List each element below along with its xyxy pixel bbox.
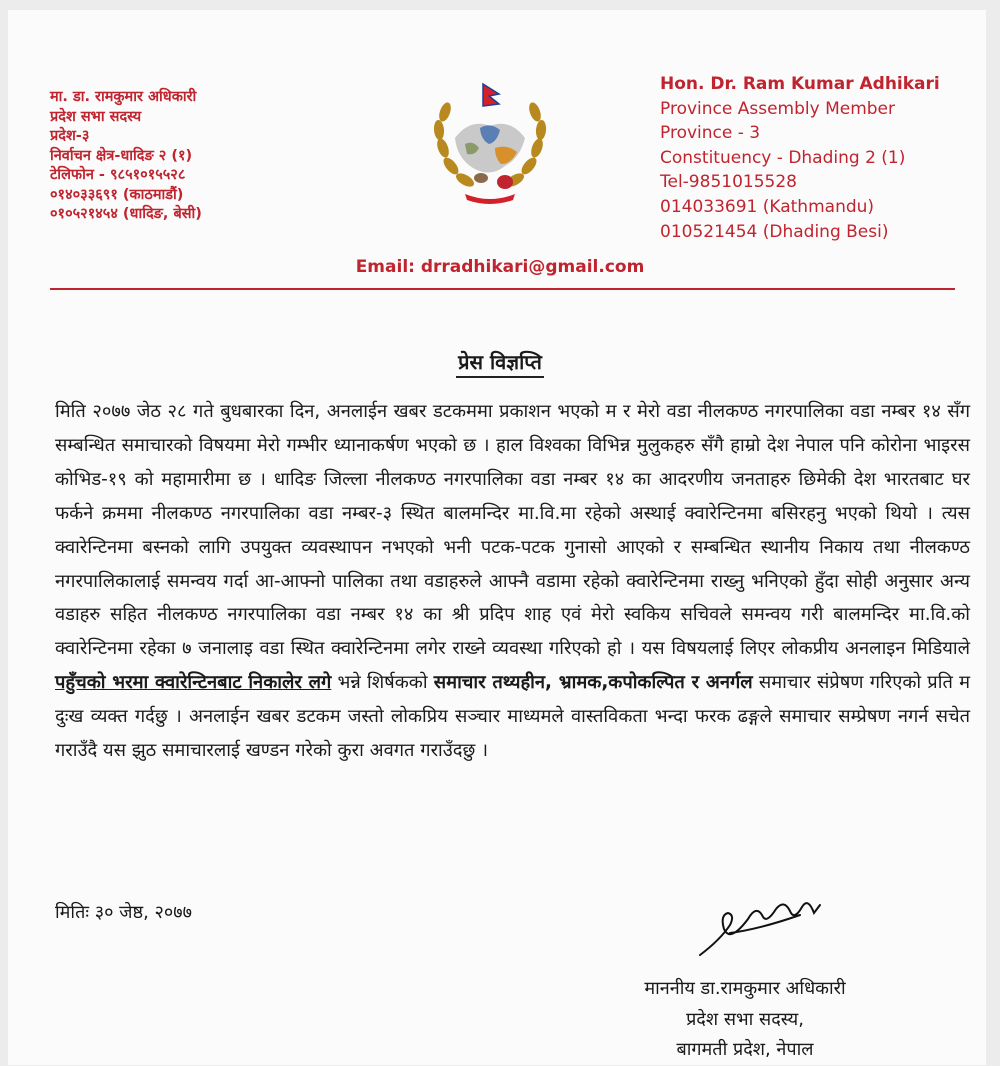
lh-en-province: Province - 3 [660,123,761,144]
date-line: मितिः ३० जेष्ठ, २०७७ [55,902,192,923]
letterhead-divider [50,288,955,290]
body-part1: मिति २०७७ जेठ २८ गते बुधबारका दिन, अनलाईन खबर डटकममा प्रकाशन भएको म र मेरो वडा नीलकण्ठ नगरपालिका वडा नम्बर १४ सँग सम्बन्धित समाचारको विषयमा मेरो गम्भीर ध्यानाकर्षण भएको छ । हाल विश्वका विभिन्न मुलुकहरु सँगै हाम्रो देश नेपाल पनि कोरोना भाइरस कोभिड-१९ को महामारीमा छ । धादिङ जिल्ला नीलकण्ठ नगरपालिका वडा नम्बर १४ का आदरणीय जनताहरु छिमेकी देश भारतबाट घर फर्कने क्रममा नीलकण्ठ नगरपालिका वडा नम्बर-३ स्थित बालमन्दिर मा.वि.मा रहेको अस्थाई क्वारेन्टिनमा बसिरहनु भएको थियो । त्यस क्वारेन्टिनमा बस्नको लागि उपयुक्त व्यवस्थापन नभएको भनी पटक-पटक गुनासो आएको र सम्बन्धित स्थानीय निकाय तथा नीलकण्ठ नगरपालिकालाई समन्वय गर्दा आ-आफ्नो पालिका तथा वडाहरुले आफ्नै वडामा रहेको क्वारेन्टिनमा राख्नु भनिएको हुँदा सोही अनुसार अन्य वडाहरु सहित नीलकण्ठ नगरपालिका वडा नम्बर १४ का श्री प्रदिप शाह एवं मेरो स्वकिय सचिवले समन्वय गरी बालमन्दिर मा.वि.को क्वारेन्टिनमा रहेका ७ जनालाइ वडा स्थित क्वारेन्टिनमा लगेर राख्ने व्यवस्था गरिएको हो । यस विषयलाई लिएर लोकप्रीय अनलाइन मिडियाले [55,401,970,660]
press-release-body [55,395,970,768]
bold-phrase: समाचार तथ्यहीन, भ्रामक,कपोकल्पित र अनर्गल [433,672,753,694]
lh-np-province: प्रदेश-३ [50,128,90,144]
lh-np-phone-dhading: ०१०५२१४५४ (धादिङ, बेसी) [50,206,202,222]
lh-np-title: प्रदेश सभा सदस्य [50,108,142,125]
document-title: प्रेस विज्ञप्ति [456,350,544,378]
signatory-location: बागमती प्रदेश, नेपाल [676,1039,814,1060]
lh-np-phone: टेलिफोन - ९८५१०१५५२८ [50,167,186,183]
lh-en-name: Hon. Dr. Ram Kumar Adhikari [660,74,940,94]
document-title-wrap [0,348,1000,375]
body-part2: भन्ने शिर्षकको [337,672,428,694]
letterhead-english [660,72,990,244]
lh-en-title: Province Assembly Member [660,98,896,119]
nepal-emblem-icon [425,78,555,210]
headline-quote: पहुँचको भरमा क्वारेन्टिनबाट निकालेर लगे [55,672,332,694]
lh-en-phone-dhading: 010521454 (Dhading Besi) [660,221,889,242]
body-part3: समाचार संप्रेषण गरिएको प्रति म दुःख व्यक्त गर्दछु । अनलाईन खबर डटकम जस्तो लोकप्रिय सञ्चार माध्यमले वास्तविकता भन्दा फरक ढङ्गले समाचार सम्प्रेषण नगर्न सचेत गराउँदै यस झुठ समाचारलाई खण्डन गरेको कुरा अवगत गराउँदछु । [55,672,971,762]
letterhead-nepali [50,88,350,225]
lh-np-name: मा. डा. रामकुमार अधिकारी [50,89,197,105]
letterhead-email: Email: drradhikari@gmail.com [355,257,645,277]
lh-np-phone-ktm: ०१४०३३६९१ (काठमाडौं) [50,186,184,203]
lh-en-phone: Tel-9851015528 [660,172,797,193]
signatory-title: प्रदेश सभा सदस्य, [686,1008,804,1030]
signatory-block [590,974,900,1066]
lh-en-constituency: Constituency - Dhading 2 (1) [660,147,906,168]
signatory-name: माननीय डा.रामकुमार अधिकारी [644,978,846,999]
lh-np-constituency: निर्वाचन क्षेत्र-धादिङ २ (१) [50,147,193,164]
lh-en-phone-ktm: 014033691 (Kathmandu) [660,196,875,217]
signature-icon [690,885,840,965]
